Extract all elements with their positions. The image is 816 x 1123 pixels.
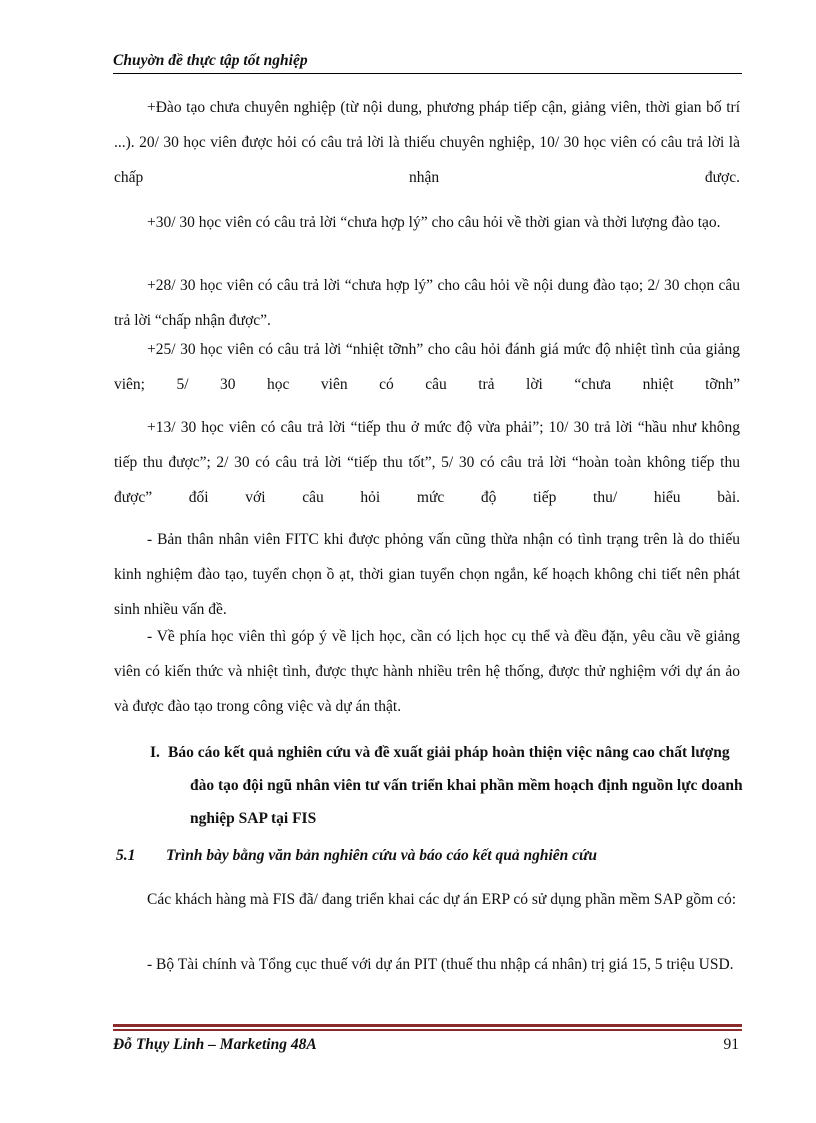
paragraph-2: +30/ 30 học viên có câu trả lời “chưa hợp lý” cho câu hỏi về thời gian và thời lượng đào tạo.: [147, 214, 721, 231]
paragraph-6: - Bản thân nhân viên FITC khi được phỏng vấn cũng thừa nhận có tình trạng trên là do thiếu kinh nghiệm đào tạo, tuyển chọn ồ ạt, thời gian tuyển chọn ngắn, kế hoạch không chi tiết nên phát sinh nhiều vấn đề.: [114, 531, 740, 618]
footer-divider-thick: [113, 1024, 742, 1027]
header-divider: [113, 73, 742, 74]
paragraph-9: - Bộ Tài chính và Tổng cục thuế với dự án PIT (thuế thu nhập cá nhân) trị giá 15, 5 triệu USD.: [147, 956, 734, 973]
paragraph-8: Các khách hàng mà FIS đã/ đang triển khai các dự án ERP có sử dụng phần mềm SAP gồm có:: [147, 891, 737, 908]
paragraph-4: +25/ 30 học viên có câu trả lời “nhiệt tỡnh” cho câu hỏi đánh giá mức độ nhiệt tình của giảng viên; 5/ 30 học viên có câu trả lời “chưa nhiệt tỡnh”: [114, 341, 740, 393]
page-number: 91: [723, 1036, 739, 1053]
paragraph-7: - Về phía học viên thì góp ý về lịch học, cần có lịch học cụ thể và đều đặn, yêu cầu về giảng viên có kiến thức và nhiệt tình, được thực hành nhiều trên hệ thống, được thử nghiệm với dự án ảo và được đào tạo trong công việc và dự án thật.: [114, 628, 740, 715]
section-heading: Báo cáo kết quả nghiên cứu và đề xuất giải pháp hoàn thiện việc nâng cao chất lượng đào tạo đội ngũ nhân viên tư vấn triển khai phần mềm hoạch định nguồn lực doanh nghiệp SAP tại FIS: [168, 744, 743, 827]
paragraph-3: +28/ 30 học viên có câu trả lời “chưa hợp lý” cho câu hỏi về nội dung đào tạo; 2/ 30 chọn câu trả lời “chấp nhận được”.: [114, 277, 740, 329]
section-heading-number: I.: [150, 744, 160, 761]
paragraph-1: +Đào tạo chưa chuyên nghiệp (từ nội dung, phương pháp tiếp cận, giảng viên, thời gian bố trí ...). 20/ 30 học viên được hỏi có câu trả lời là thiếu chuyên nghiệp, 10/ 30 học viên có câu trả lời là chấp nhận được.: [114, 99, 740, 186]
subsection-title: Trình bày bằng văn bản nghiên cứu và báo cáo kết quả nghiên cứu: [166, 847, 597, 864]
footer-divider-thin: [113, 1029, 742, 1031]
page-header-title: Chuyờn đề thực tập tốt nghiệp: [113, 52, 308, 69]
footer-author: Đỗ Thụy Linh – Marketing 48A: [113, 1036, 317, 1053]
paragraph-5: +13/ 30 học viên có câu trả lời “tiếp thu ở mức độ vừa phải”; 10/ 30 trả lời “hầu như không tiếp thu được”; 2/ 30 có câu trả lời “tiếp thu tốt”, 5/ 30 có câu trả lời “hoàn toàn không tiếp thu được” đối với câu hỏi mức độ tiếp thu/ hiểu bài.: [114, 419, 740, 506]
subsection-number: 5.1: [116, 847, 136, 864]
